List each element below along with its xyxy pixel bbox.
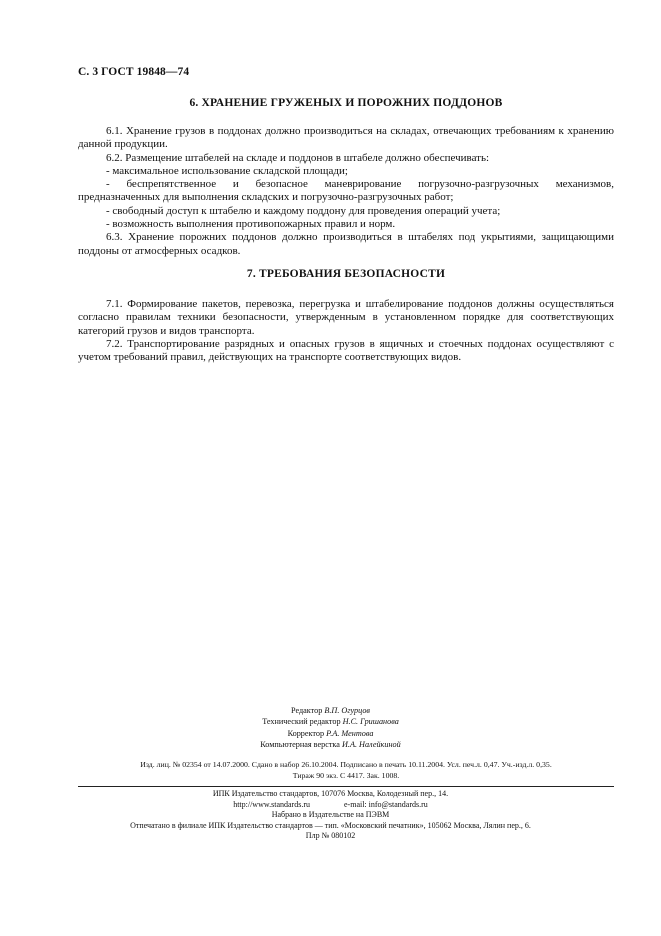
credit-line [0,716,661,727]
section-storage [78,97,614,258]
publisher-info [0,789,661,842]
list-item: - максимальное использование складской площади; [106,164,348,177]
publisher-typeset: Набрано в Издательстве на ПЭВМ [271,810,390,820]
paragraph-6-3: 6.3. Хранение порожних поддонов должно производиться в штабелях под укрытиями, защищающими поддоны от атмосферных осадков. [78,231,614,257]
imprint [78,760,614,781]
section-safety [78,268,614,364]
email-link[interactable]: e-mail: info@standards.ru [344,799,428,809]
publisher-license: Плр № 080102 [305,831,356,841]
credit-role: Технический редактор [262,717,341,727]
credit-role: Корректор [287,728,325,738]
credit-line [0,705,661,716]
paragraph-6-1: 6.1. Хранение грузов в поддонах должно производиться на складах, отвечающих требованиям к хранению данной продукции. [78,125,614,151]
credit-role: Компьютерная верстка [260,739,340,749]
imprint-line: Тираж 90 экз. С 4417. Зак. 1008. [292,770,400,780]
credit-name: И.А. Налейкиной [341,739,401,749]
publisher-address: ИПК Издательство стандартов, 107076 Москва, Колодезный пер., 14. [212,789,449,798]
credit-role: Редактор [291,706,323,715]
credit-name: В.П. Огурцов [324,706,370,715]
list-item: - возможность выполнения противопожарных правил и норм. [106,218,396,231]
section-title: 7. ТРЕБОВАНИЯ БЕЗОПАСНОСТИ [246,268,446,280]
paragraph-7-1: 7.1. Формирование пакетов, перевозка, перегрузка и штабелирование поддонов должны осуществляться согласно правилам техники безопасности, утвержденным в установленном порядке для соответствующих категорий грузов и видов транспорта. [78,298,614,337]
credit-line [0,728,661,739]
publisher-printer: Отпечатано в филиале ИПК Издательство стандартов — тип. «Московский печатник», 105062 Москва, Лялин пер., 6. [130,820,531,830]
divider [78,786,614,787]
credit-line [0,739,661,750]
list-item: - беспрепятственное и безопасное маневрирование погрузочно-разгрузочных механизмов, предназначенных для выполнения складских и погрузочно-разгрузочных работ; [78,178,614,204]
website-link[interactable]: http://www.standards.ru [233,799,310,809]
credit-name: Н.С. Гришанова [342,717,399,727]
imprint-line: Изд. лиц. № 02354 от 14.07.2000. Сдано в набор 26.10.2004. Подписано в печать 10.11.2004. Усл. печ.л. 0,47. Уч.-изд.л. 0,35. [140,760,552,769]
credit-name: Р.А. Ментова [326,728,374,738]
list-item: - свободный доступ к штабелю и каждому поддону для проведения операций учета; [106,204,501,217]
editorial-credits [0,705,661,750]
page-header: С. 3 ГОСТ 19848—74 [78,66,190,78]
paragraph-7-2: 7.2. Транспортирование разрядных и опасных грузов в ящичных и стоечных поддонах осуществляют с учетом требований правил, действующих на транспорте соответствующих видов. [78,337,614,364]
section-title: 6. ХРАНЕНИЕ ГРУЖЕНЫХ И ПОРОЖНИХ ПОДДОНОВ [189,97,503,109]
publisher-contacts [0,800,661,811]
paragraph-6-2: 6.2. Размещение штабелей на складе и поддонов в штабеле должно обеспечивать: [106,151,490,164]
